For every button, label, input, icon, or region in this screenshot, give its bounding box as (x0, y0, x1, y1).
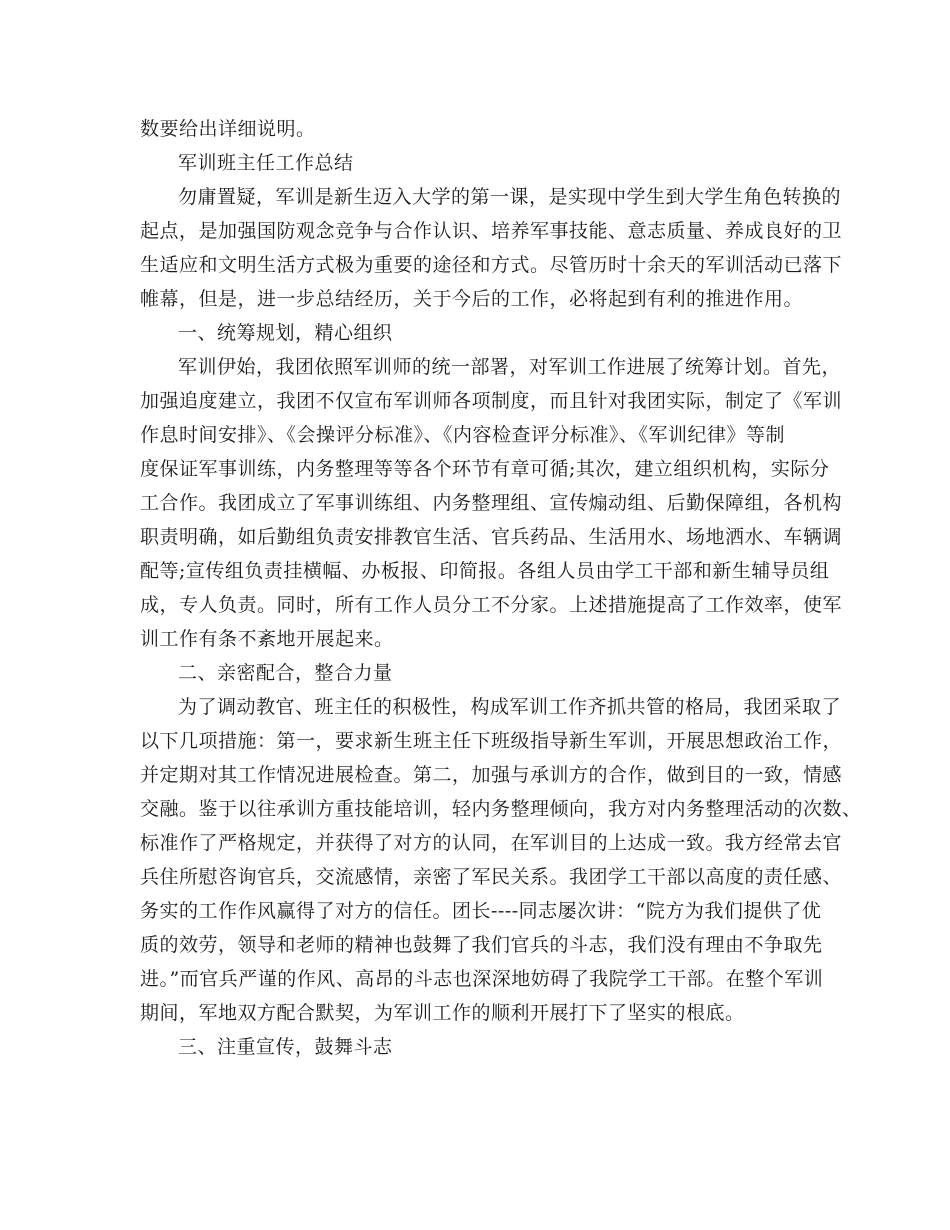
paragraph-line: 进。”而官兵严谨的作风、高昂的斗志也深深地妨碍了我院学工干部。在整个军训 (140, 968, 824, 990)
paragraph-line: 期间，军地双方配合默契，为军训工作的顺利开展打下了坚实的根底。 (140, 1002, 745, 1024)
paragraph-line: 交融。鉴于以往承训方重技能培训，轻内务整理倾向，我方对内务整理活动的次数、 (140, 798, 862, 820)
paragraph-line: 为了调动教官、班主任的积极性，构成军训工作齐抓共管的格局，我团采取了 (178, 696, 842, 718)
paragraph-line: 配等;宣传组负责挂横幅、办板报、印简报。各组人员由学工干部和新生辅导员组 (140, 560, 830, 582)
paragraph-line: 生适应和文明生活方式极为重要的途径和方式。尽管历时十余天的军训活动已落下 (140, 254, 843, 276)
paragraph-line: 职责明确，如后勤组负责安排教官生活、官兵药品、生活用水、场地洒水、车辆调 (140, 526, 843, 548)
paragraph-line: 帷幕，但是，进一步总结经历，关于今后的工作，必将起到有利的推进作用。 (140, 288, 804, 310)
paragraph-line: 工合作。我团成立了军事训练组、内务整理组、宣传煽动组、后勤保障组，各机构 (140, 492, 843, 514)
section-heading: 二、亲密配合，整合力量 (178, 662, 393, 684)
paragraph-line: 勿庸置疑，军训是新生迈入大学的第一课，是实现中学生到大学生角色转换的 (178, 186, 842, 208)
paragraph-line: 质的效劳，领导和老师的精神也鼓舞了我们官兵的斗志，我们没有理由不争取先 (140, 934, 823, 956)
paragraph-line: 加强追度建立，我团不仅宣布军训师各项制度，而且针对我团实际，制定了《军训 (140, 390, 843, 412)
paragraph-line: 训工作有条不紊地开展起来。 (140, 628, 394, 650)
document-title: 军训班主任工作总结 (178, 152, 354, 174)
paragraph-line: 务实的工作作风赢得了对方的信任。团长----同志屡次讲：“院方为我们提供了优 (140, 900, 822, 922)
document-body (140, 112, 862, 1064)
paragraph-line: 军训伊始，我团依照军训师的统一部署，对军训工作进展了统筹计划。首先， (178, 356, 842, 378)
paragraph-line: 度保证军事训练，内务整理等等各个环节有章可循;其次，建立组织机构，实际分 (140, 458, 830, 480)
section-heading: 一、统筹规划，精心组织 (178, 322, 393, 344)
paragraph-line: 数要给出详细说明。 (140, 118, 316, 140)
section-heading: 三、注重宣传，鼓舞斗志 (178, 1036, 393, 1058)
paragraph-line: 成，专人负责。同时，所有工作人员分工不分家。上述措施提高了工作效率，使军 (140, 594, 843, 616)
paragraph-line: 起点，是加强国防观念竞争与合作认识、培养军事技能、意志质量、养成良好的卫 (140, 220, 843, 242)
paragraph-line: 作息时间安排》、《会操评分标准》、《内容检查评分标准》、《军训纪律》等制 (140, 424, 786, 446)
paragraph-line: 兵住所慰咨询官兵，交流感情，亲密了军民关系。我团学工干部以高度的责任感、 (140, 866, 843, 888)
paragraph-line: 标准作了严格规定，并获得了对方的认同，在军训目的上达成一致。我方经常去官 (140, 832, 843, 854)
paragraph-line: 并定期对其工作情况进展检查。第二，加强与承训方的合作，做到目的一致，情感 (140, 764, 843, 786)
paragraph-line: 以下几项措施：第一，要求新生班主任下班级指导新生军训，开展思想政治工作， (140, 730, 843, 752)
